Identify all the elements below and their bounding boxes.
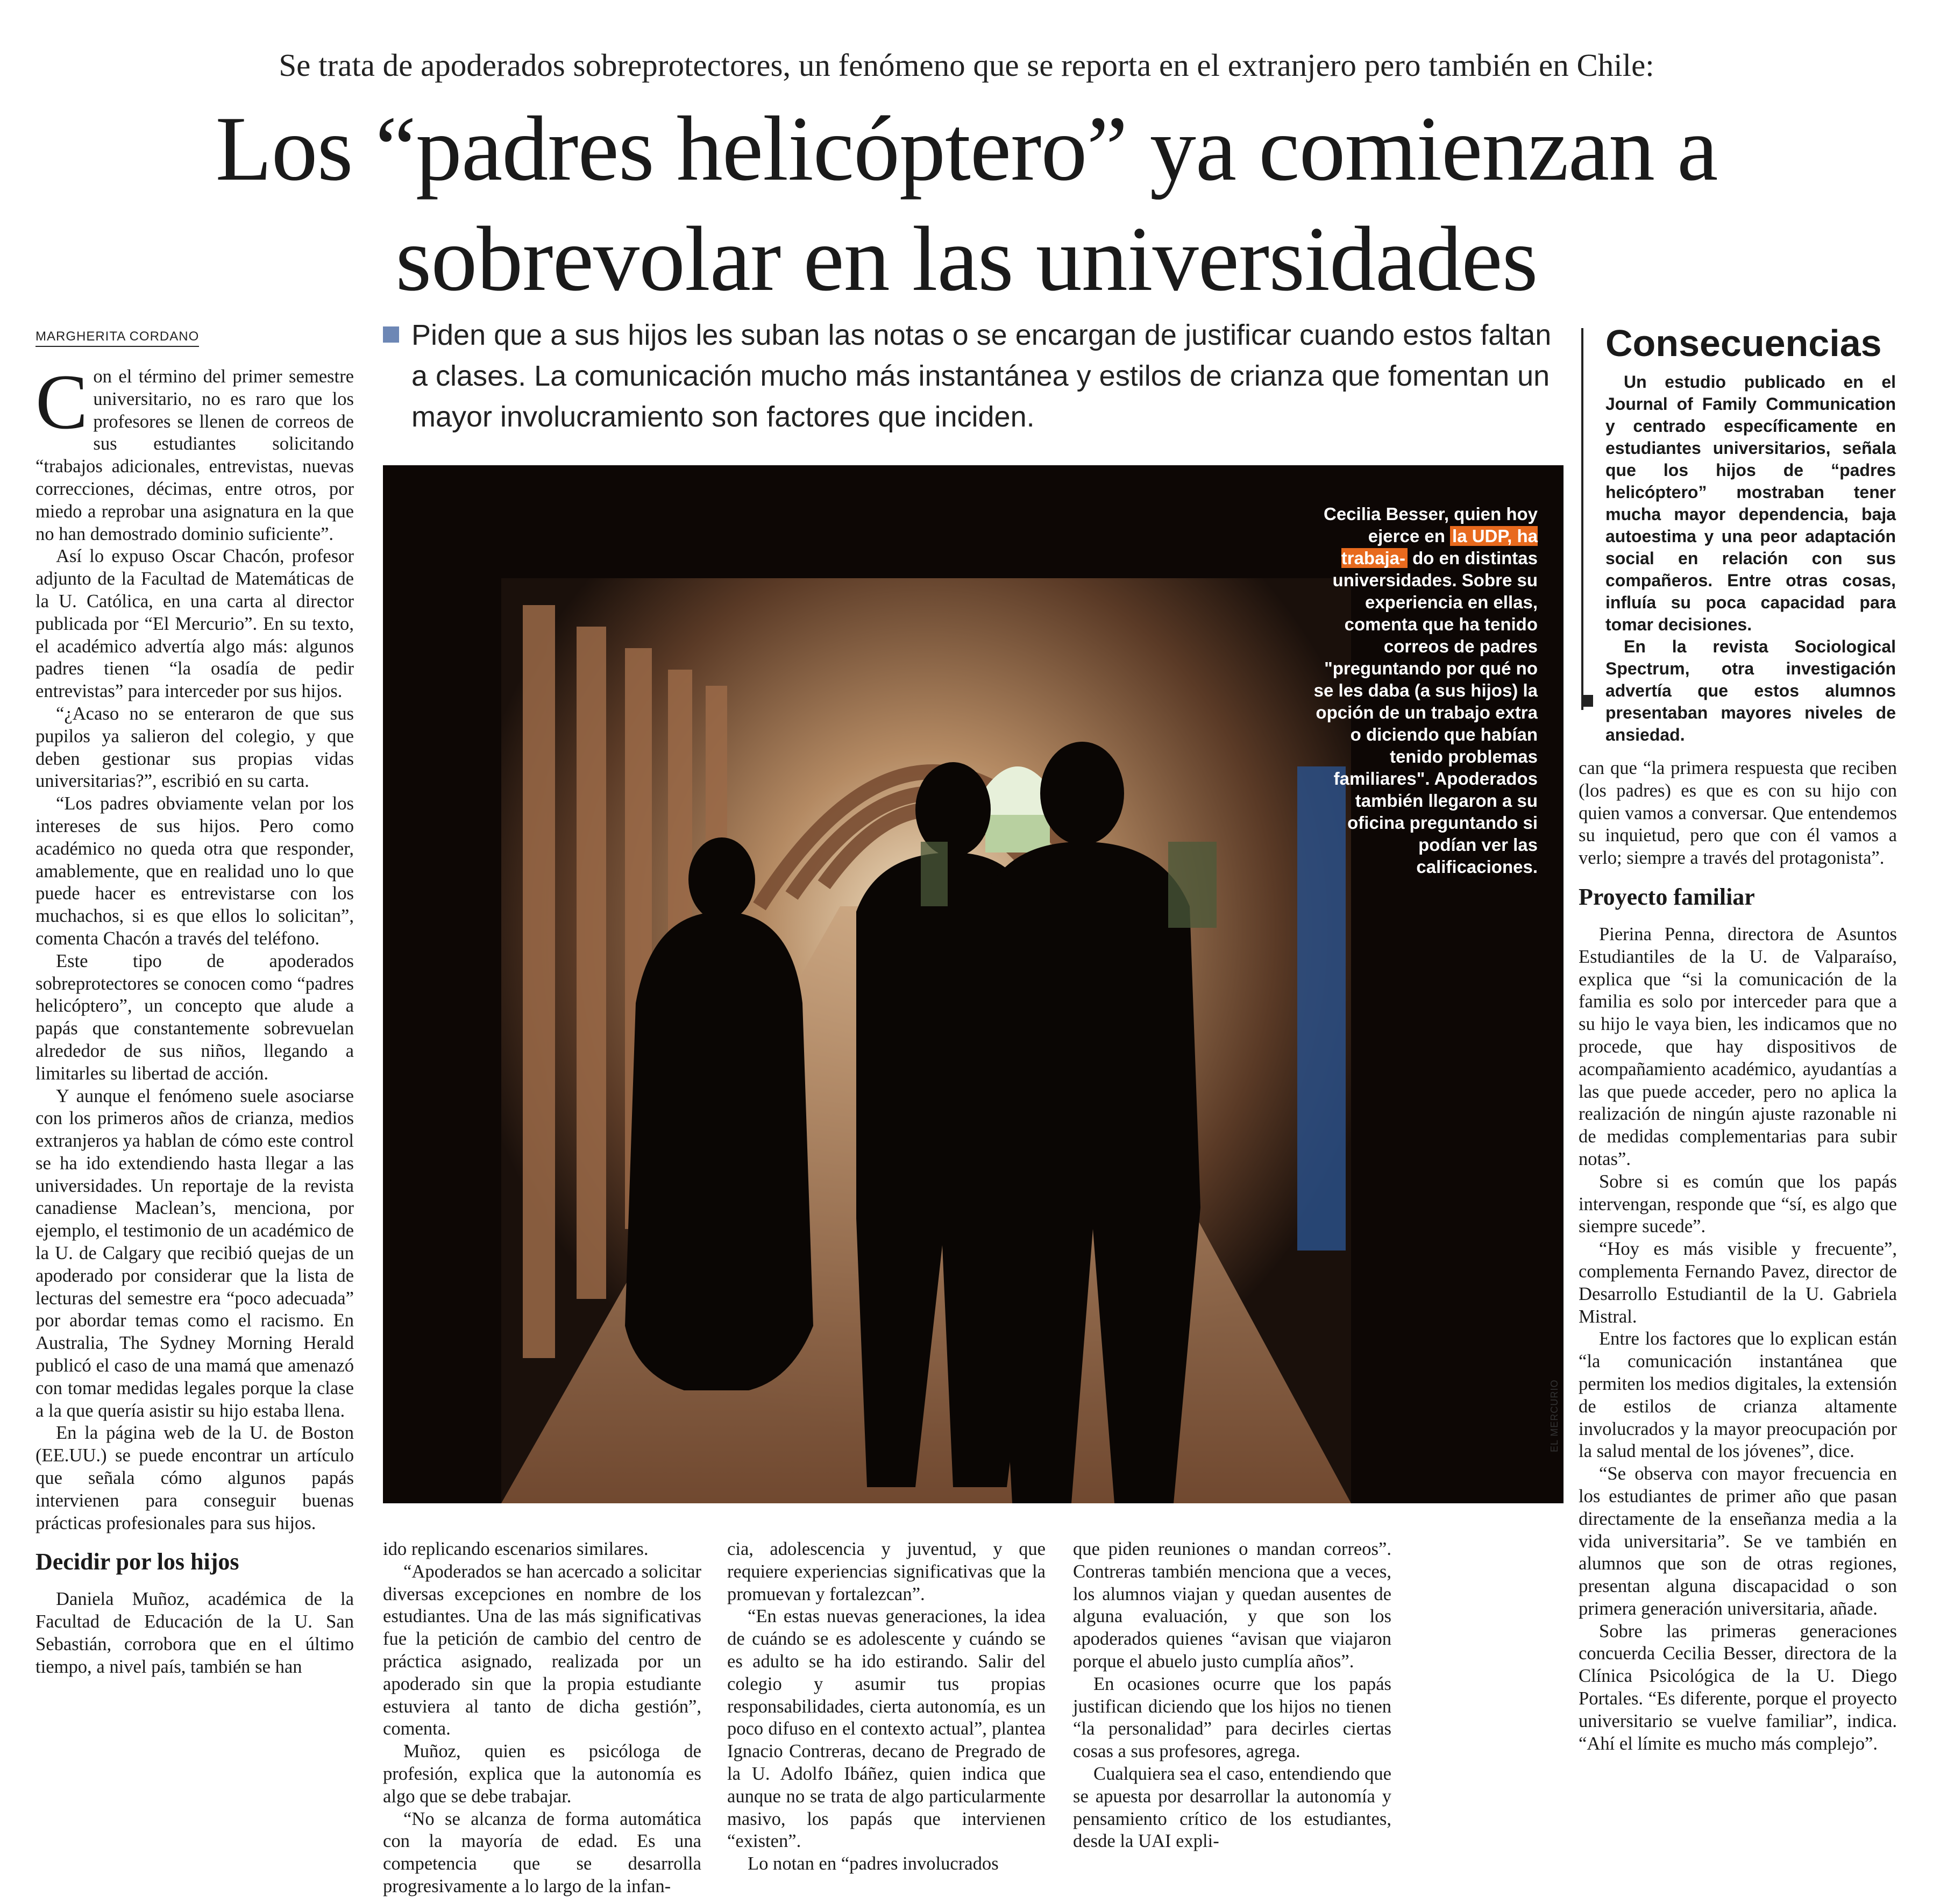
sidebar-end-mark: [1581, 695, 1593, 707]
column-2: [383, 1538, 701, 1898]
paragraph: Y aunque el fenómeno suele asociarse con los primeros años de crianza, medios extranjeros ya hablan de cómo este control se ha ido extendiendo hasta llegar a las universidades. Un reportaje de la revista canadiense Maclean’s, menciona, por ejemplo, el testimonio de un académico de la U. de Calgary que recibió quejas de un apoderado por considerar que la lista de lecturas del semestre era “poco adecuada” por abordar temas como el racismo. En Australia, The Sydney Morning Herald publicó el caso de una mamá que amenazó con tomar medidas legales porque la clase a la que quería asistir su hijo estaba llena.: [35, 1085, 354, 1421]
column-4: [1073, 1538, 1391, 1853]
caption-text-pre: Cecilia Besser, quien hoy ejerce en: [1324, 504, 1538, 546]
caption-text-post: do en distintas universidades. Sobre su experiencia en ellas, comenta que ha tenido correos de padres "preguntando por qué no se les daba (a sus hijos) la opción de un trabajo extra o diciendo que habían tenido problemas familiares". Apoderados también llegaron a su oficina preguntando si podían ver las calificaciones.: [1313, 548, 1538, 877]
paragraph: Sobre las primeras generaciones concuerda Cecilia Besser, directora de la Clínica Psicológica de la U. Diego Portales. “Es diferente, porque el proyecto universitario se vuelve familiar”, indica. “Ahí el límite es mucho más complejo”.: [1579, 1621, 1897, 1754]
paragraph: que piden reuniones o mandan correos”. Contreras también menciona que a veces, los alumnos viajan y quedan ausentes de alguna evaluación, y que son los apoderados quienes “avisan que viajaron porque el abuelo justo cumplía años”.: [1073, 1539, 1391, 1672]
paragraph: Cualquiera sea el caso, entendiendo que se apuesta por desarrollar la autonomía y pensamiento crítico de los estudiantes, desde la UAI expli-: [1073, 1763, 1391, 1852]
paragraph: cia, adolescencia y juventud, y que requiere experiencias significativas que la promuevan y fortalezcan”.: [727, 1539, 1046, 1604]
paragraph: Entre los factores que lo explican están “la comunicación instantánea que permiten los medios digitales, la extensión de estilos de crianza altamente involucrados y la mayor preocupación por la salud mental de los jóvenes”, dice.: [1579, 1328, 1897, 1462]
paragraph: Así lo expuso Oscar Chacón, profesor adjunto de la Facultad de Matemáticas de la U. Católica, en una carta al director publicada por “El Mercurio”. En su texto, el académico advertía algo más: algunos padres tienen “la osadía de pedir entrevistas” para interceder por sus hijos.: [35, 546, 354, 702]
column-3: [727, 1538, 1046, 1875]
paragraph: En ocasiones ocurre que los papás justifican diciendo que los hijos no tienen “la personalidad” para decirles ciertas cosas a sus profesores, agrega.: [1073, 1673, 1391, 1762]
paragraph: Muñoz, quien es psicóloga de profesión, explica que la autonomía es algo que se debe trabajar.: [383, 1741, 701, 1807]
drop-cap: C: [35, 358, 88, 445]
paragraph: “Se observa con mayor frecuencia en los estudiantes de primer año que pasan directamente de la enseñanza media a la vida universitaria”. Se ve también en alumnos que son de otras regiones, presentan alguna discapacidad o son primera generación universitaria, añade.: [1579, 1463, 1897, 1619]
headline-line-2: sobrevolar en las universidades: [395, 208, 1538, 310]
paragraph: Pierina Penna, directora de Asuntos Estudiantiles de la U. de Valparaíso, explica que “si la comunicación de la familia es solo por interceder para que a su hijo le vaya bien, les indicamos que no procede, que hay dispositivos de acompañamiento académico, ayudantías a las que puede acceder, pero no aplica la realización de ningún ajuste razonable ni de medidas complementarias para subir notas”.: [1579, 923, 1897, 1169]
photo: [383, 465, 1564, 1503]
byline: MARGHERITA CORDANO: [35, 329, 199, 347]
paragraph: “Hoy es más visible y frecuente”, complementa Fernando Pavez, director de Desarrollo Estudiantil de la U. Gabriela Mistral.: [1579, 1239, 1897, 1327]
paragraph: “No se alcanza de forma automática con la mayoría de edad. Es una competencia que se desarrolla progresivamente a lo largo de la infan-: [383, 1808, 701, 1896]
paragraph: Lo notan en “padres involucrados: [748, 1853, 999, 1874]
paragraph: En la página web de la U. de Boston (EE.UU.) se puede encontrar un artículo que señala cómo algunos papás intervienen para conseguir buenas prácticas profesionales para sus hijos.: [35, 1423, 354, 1533]
paragraph: [35, 358, 354, 545]
paragraph: “Apoderados se han acercado a solicitar diversas excepciones en nombre de los estudiantes. Una de las más significativas fue la petición de cambio del centro de práctica asignado, realizada por un apoderado sin que la propia estudiante estuviera al tanto de dicha gestión”, comenta.: [383, 1561, 701, 1739]
headline: [0, 94, 1933, 315]
paragraph: Este tipo de apoderados sobreprotectores se conocen como “padres helicóptero”, un concepto que alude a papás que constantemente sobrevuelan alrededor de sus niños, llegando a limitarles su libertad de acción.: [35, 950, 354, 1084]
sidebar-title: Consecuencias: [1605, 322, 1882, 364]
paragraph: “¿Acaso no se enteraron de que sus pupilos ya salieron del colegio, y que deben gestionar sus propias vidas universitarias?”, escribió en su carta.: [35, 703, 354, 792]
paragraph-text: on el término del primer semestre universitario, no es raro que los profesores se llenen de correos de sus estudiantes solicitando “trabajos adicionales, entrevistas, nuevas correcciones, décimas, entre otros, por miedo a reprobar una asignatura en la que no han demostrado dominio suficiente”.: [35, 366, 354, 544]
photo-credit: EL MERCURIO: [1549, 1379, 1560, 1452]
paragraph: Sobre si es común que los papás intervengan, responde que “sí, es algo que siempre sucede”.: [1579, 1171, 1897, 1237]
subhead-decidir: Decidir por los hijos: [35, 1548, 239, 1575]
sidebar-paragraph: Un estudio publicado en el Journal of Family Communication y centrado específicamente en estudiantes universitarios, señala que los hijos de “padres helicóptero” mostraban tener mucha mayor dependencia, baja autoestima y una peor adaptación social en relación con sus compañeros. Entre otras cosas, influía su poca capacidad para tomar decisiones.: [1605, 372, 1896, 634]
paragraph: “Los padres obviamente velan por los intereses de sus hijos. Pero como académico no queda otra que responder, amablemente, que en realidad uno lo que puede hacer es entrevistarse con los muchachos, si es que ellos lo solicitan”, comenta Chacón a través del teléfono.: [35, 793, 354, 949]
sidebar-rule: [1581, 328, 1583, 710]
deck: Piden que a sus hijos les suban las notas o se encargan de justificar cuando estos faltan a clases. La comunicación mucho más instantánea y estilos de crianza que fomentan un mayor involucramiento son factores que inciden.: [411, 319, 1552, 433]
paragraph: ido replicando escenarios similares.: [383, 1539, 649, 1559]
column-1: [35, 358, 354, 1679]
photo-caption: [1312, 503, 1538, 878]
paragraph: Daniela Muñoz, académica de la Facultad de Educación de la U. San Sebastián, corrobora que en el último tiempo, a nivel país, también se han: [35, 1589, 354, 1677]
subhead-proyecto: Proyecto familiar: [1579, 883, 1755, 910]
paragraph: can que “la primera respuesta que reciben (los padres) es que es con su hijo con quien vamos a conversar. Que entendemos su inquietud, pero que con él vamos a verlo; siempre a través del protagonista”.: [1579, 758, 1897, 869]
paragraph: “En estas nuevas generaciones, la idea de cuándo se es adolescente y cuándo se es adulto se ha ido estirando. Salir del colegio y asumir tus propias responsabilidades, cierta autonomía, es un poco difuso en el contexto actual”, plantea Ignacio Contreras, decano de Pregrado de la U. Adolfo Ibáñez, quien indica que aunque no se trata de algo particularmente masivo, los papás que intervienen “existen”.: [727, 1606, 1046, 1852]
column-5: [1579, 757, 1897, 1755]
deck-bullet: [383, 326, 399, 343]
caption-highlight: la UDP, ha trabaja-: [1341, 526, 1538, 568]
sidebar-text: [1605, 371, 1896, 746]
kicker: Se trata de apoderados sobreprotectores, un fenómeno que se reporta en el extranjero pero también en Chile:: [279, 47, 1654, 83]
sidebar-paragraph: En la revista Sociological Spectrum, otra investigación advertía que estos alumnos presentaban mayores niveles de ansiedad.: [1605, 637, 1896, 744]
headline-line-1: Los “padres helicóptero” ya comienzan a: [215, 98, 1718, 200]
